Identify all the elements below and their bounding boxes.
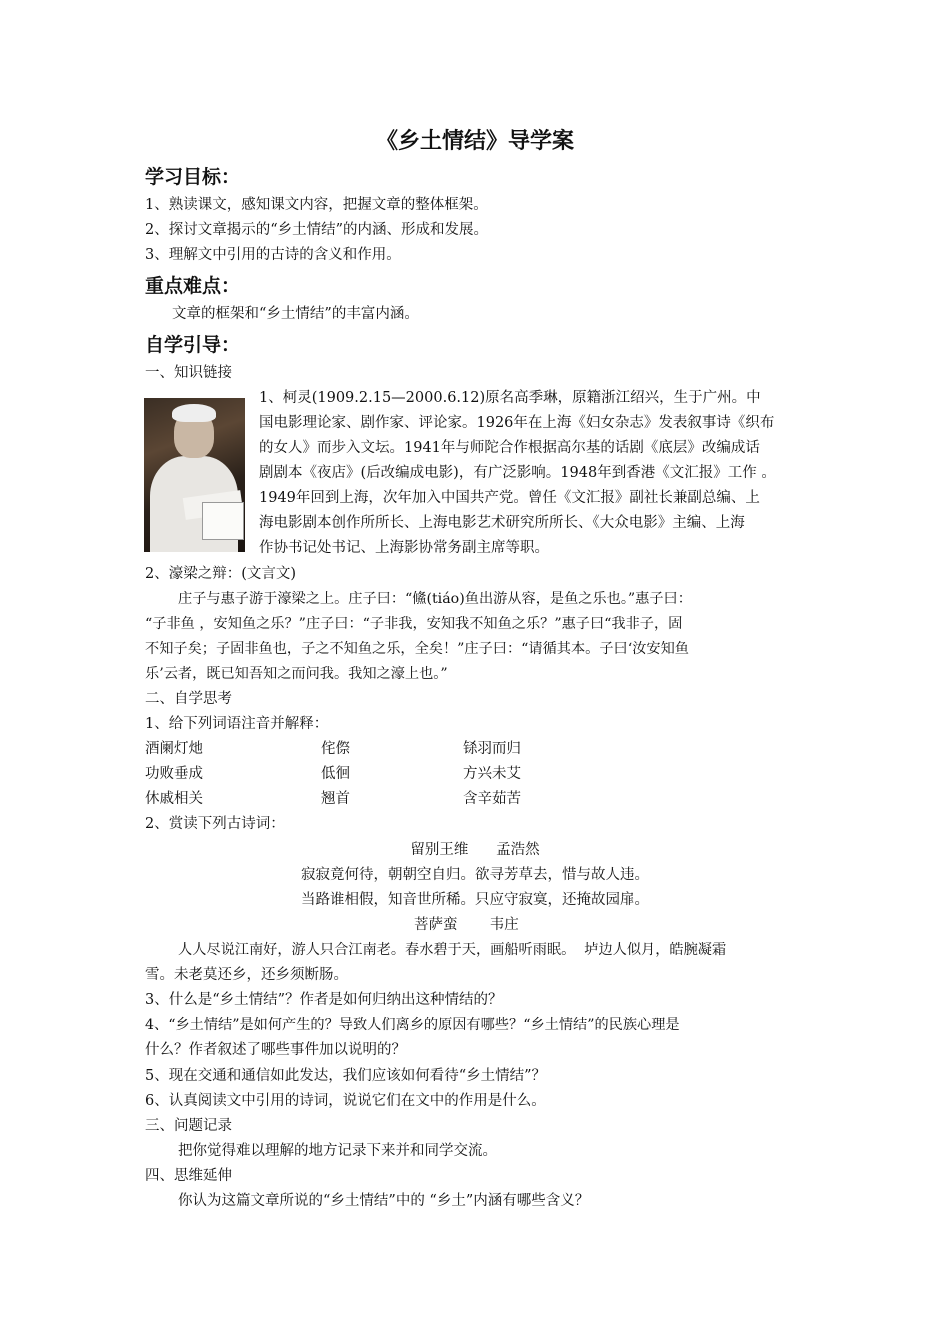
page-title: 《乡土情结》导学案 [375, 129, 574, 154]
vocab-word: 酒阑灯灺 [145, 741, 203, 757]
poem2-line: 雪。未老莫还乡，还乡须断肠。 [145, 967, 348, 983]
vocab-word: 功败垂成 [145, 766, 203, 782]
author-photo [144, 398, 245, 552]
question-5: 5、现在交通和通信如此发达，我们应该如何看待“乡土情结”？ [145, 1068, 547, 1084]
vocab-word: 方兴未艾 [463, 766, 521, 782]
haoliang-line: 乐’云者，既已知吾知之而问我。我知之濠上也。” [145, 666, 448, 682]
objective-item: 2、探讨文章揭示的“乡土情结”的内涵、形成和发展。 [145, 222, 489, 238]
key-points-text: 文章的框架和“乡土情结”的丰富内涵。 [172, 306, 419, 322]
vocab-word: 含辛茹苦 [463, 791, 521, 807]
bio-line: 国电影理论家、剧作家、评论家。1926年在上海《妇女杂志》发表叙事诗《织布 [259, 415, 775, 431]
poem1-line: 当路谁相假，知音世所稀。只应守寂寞，还掩故园扉。 [301, 892, 649, 908]
vocab-word: 铩羽而归 [463, 741, 521, 757]
haoliang-line: “子非鱼 ，安知鱼之乐？”庄子曰：“子非我，安知我不知鱼之乐？”惠子曰“我非子，固 [145, 616, 683, 632]
poem1-line: 寂寂竟何待，朝朝空自归。欲寻芳草去，惜与故人违。 [301, 867, 649, 883]
haoliang-label: 2、濠梁之辩：(文言文) [145, 566, 297, 582]
part3-label: 三、问题记录 [145, 1118, 232, 1134]
part4-label: 四、思维延伸 [145, 1168, 232, 1184]
haoliang-line: 庄子与惠子游于濠梁之上。庄子曰：“鯈(tiáo)鱼出游从容，是鱼之乐也。”惠子曰： [178, 591, 692, 607]
objective-item: 3、理解文中引用的古诗的含义和作用。 [145, 247, 401, 263]
vocab-word: 侘傺 [321, 741, 350, 757]
vocab-word: 翘首 [321, 791, 350, 807]
objectives-heading: 学习目标： [145, 166, 241, 188]
part1-label: 一、知识链接 [145, 365, 232, 381]
poem2-line: 人人尽说江南好，游人只合江南老。春水碧于天，画船听雨眠。 垆边人似月，皓腕凝霜 [178, 942, 727, 958]
question-4: 4、“乡土情结”是如何产生的？导致人们离乡的原因有哪些？“乡土情结”的民族心理是 [145, 1017, 680, 1033]
poem1-title: 留别王维 孟浩然 [410, 842, 540, 858]
haoliang-line: 不知子矣；子固非鱼也，子之不知鱼之乐，全矣！”庄子曰：“请循其本。子曰‘汝安知鱼 [145, 641, 689, 657]
bio-line: 1、柯灵(1909.2.15—2000.6.12)原名高季琳，原籍浙江绍兴，生于广州。中 [259, 390, 761, 406]
vocab-word: 休戚相关 [145, 791, 203, 807]
bio-line: 作协书记处书记、上海影协常务副主席等职。 [259, 540, 549, 556]
question-3: 3、什么是“乡土情结”？作者是如何归纳出这种情结的？ [145, 992, 503, 1008]
objective-item: 1、熟读课文，感知课文内容，把握文章的整体框架。 [145, 197, 488, 213]
poem2-title: 菩萨蛮 韦庄 [414, 917, 519, 933]
question-6: 6、认真阅读文中引用的诗词，说说它们在文中的作用是什么。 [145, 1093, 546, 1109]
bio-line: 剧剧本《夜店》(后改编成电影)，有广泛影响。1948年到香港《文汇报》工作 。 [259, 465, 776, 481]
question-1: 1、给下列词语注音并解释： [145, 716, 329, 732]
part3-text: 把你觉得难以理解的地方记录下来并和同学交流。 [178, 1143, 497, 1159]
key-points-heading: 重点难点： [145, 275, 241, 297]
question-2: 2、赏读下列古诗词： [145, 816, 285, 832]
part4-text: 你认为这篇文章所说的“乡土情结”中的 “乡土”内涵有哪些含义？ [178, 1193, 590, 1209]
self-study-heading: 自学引导： [145, 334, 241, 356]
vocab-word: 低徊 [321, 766, 350, 782]
bio-line: 海电影剧本创作所所长、上海电影艺术研究所所长、《大众电影》主编、上海 [259, 515, 745, 531]
bio-line: 1949年回到上海，次年加入中国共产党。曾任《文汇报》副社长兼副总编、上 [259, 490, 760, 506]
part2-label: 二、自学思考 [145, 691, 232, 707]
bio-line: 的女人》而步入文坛。1941年与师陀合作根据高尔基的话剧《底层》改编成话 [259, 440, 760, 456]
question-4-cont: 什么？作者叙述了哪些事件加以说明的？ [145, 1042, 406, 1058]
